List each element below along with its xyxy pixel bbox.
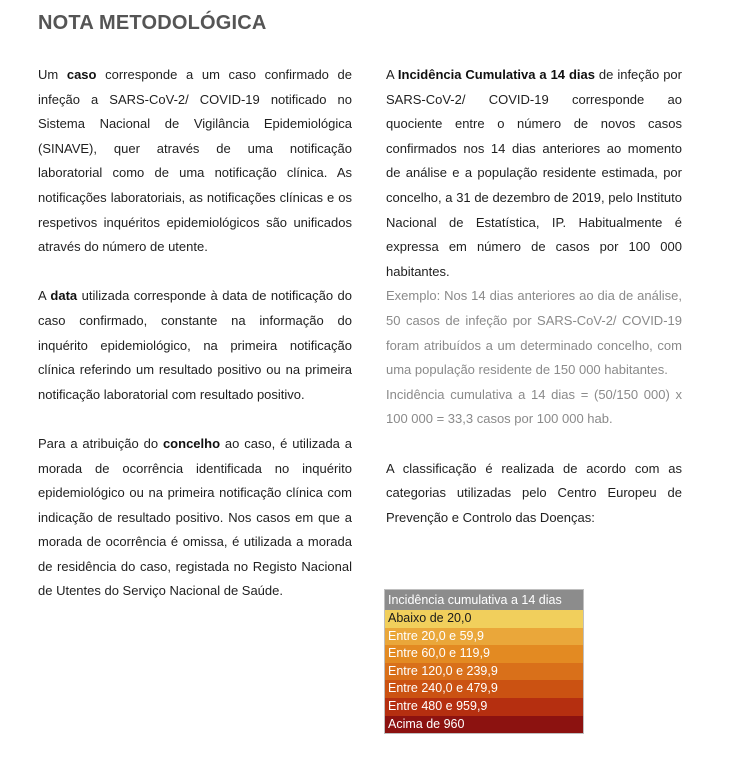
term-data: data bbox=[50, 288, 78, 304]
text: A bbox=[386, 67, 398, 82]
text: de infeção por SARS-CoV-2/ COVID-19 corresponde ao quociente entre o número de novos casos confirmados nos 14 dias anteriores ao momento de análise e a população residente estimada, por concelho, a 31 de dezembro de 2019, pelo Instituto Nacional de Estatística, IP. Habitualmente é expressa em número de casos por 100 000 habitantes. bbox=[386, 67, 682, 279]
right-column bbox=[386, 63, 682, 530]
text: utilizada corresponde à data de notificação do caso confirmado, constante na informação do inquérito epidemiológico, na primeira notificação clínica referindo um resultado positivo ou na primeira notificação laboratorial com resultado positivo. bbox=[38, 288, 352, 402]
legend-item: Entre 60,0 e 119,9 bbox=[385, 645, 583, 663]
paragraph-incidencia bbox=[386, 63, 682, 284]
paragraph-concelho bbox=[38, 432, 352, 604]
text: ao caso, é utilizada a morada de ocorrência identificada no inquérito epidemiológico ou na primeira notificação clínica com indicação de resultado positivo. Nos casos em que a morada de ocorrência é omissa, é utilizada a morada de residência do caso, registada no Registo Nacional de Utentes do Serviço Nacional de Saúde. bbox=[38, 435, 353, 599]
text: Para a atribuição do bbox=[38, 435, 163, 451]
legend-item: Acima de 960 bbox=[385, 716, 583, 734]
legend-item: Entre 240,0 e 479,9 bbox=[385, 680, 583, 698]
page-title: NOTA METODOLÓGICA bbox=[38, 12, 267, 34]
example-text: Exemplo: Nos 14 dias anteriores ao dia de análise, 50 casos de infeção por SARS-CoV-2/ COVID-19 foram atribuídos a um determinado concelho, com uma população residente de 150 000 habitantes. bbox=[386, 288, 682, 378]
legend-header: Incidência cumulativa a 14 dias bbox=[385, 590, 583, 610]
example-formula: Incidência cumulativa a 14 dias = (50/150 000) x 100 000 = 33,3 casos por 100 000 hab. bbox=[386, 386, 682, 427]
paragraph-data bbox=[38, 284, 352, 407]
paragraph-caso bbox=[38, 63, 352, 260]
text: Um bbox=[38, 67, 67, 82]
term-concelho: concelho bbox=[162, 435, 221, 451]
incidence-legend bbox=[384, 589, 584, 734]
term-incidencia: Incidência Cumulativa a 14 dias bbox=[397, 67, 595, 82]
legend-item: Entre 20,0 e 59,9 bbox=[385, 628, 583, 646]
legend-item: Entre 480 e 959,9 bbox=[385, 698, 583, 716]
term-caso: caso bbox=[66, 67, 97, 82]
paragraph-classificacao: A classificação é realizada de acordo com as categorias utilizadas pelo Centro Europeu de Prevenção e Controlo das Doenças: bbox=[386, 460, 682, 525]
legend-item: Entre 120,0 e 239,9 bbox=[385, 663, 583, 681]
text: A bbox=[38, 288, 51, 304]
legend-item: Abaixo de 20,0 bbox=[385, 610, 583, 628]
left-column bbox=[38, 63, 352, 604]
text: corresponde a um caso confirmado de infeção a SARS-CoV-2/ COVID-19 notificado no Sistema Nacional de Vigilância Epidemiológica (SINAVE), quer através de uma notificação laboratorial como de uma notificação clínica. As notificações laboratoriais, as notificações clínicas e os respetivos inquéritos epidemiológicos são unificados através do número de utente. bbox=[38, 67, 352, 255]
